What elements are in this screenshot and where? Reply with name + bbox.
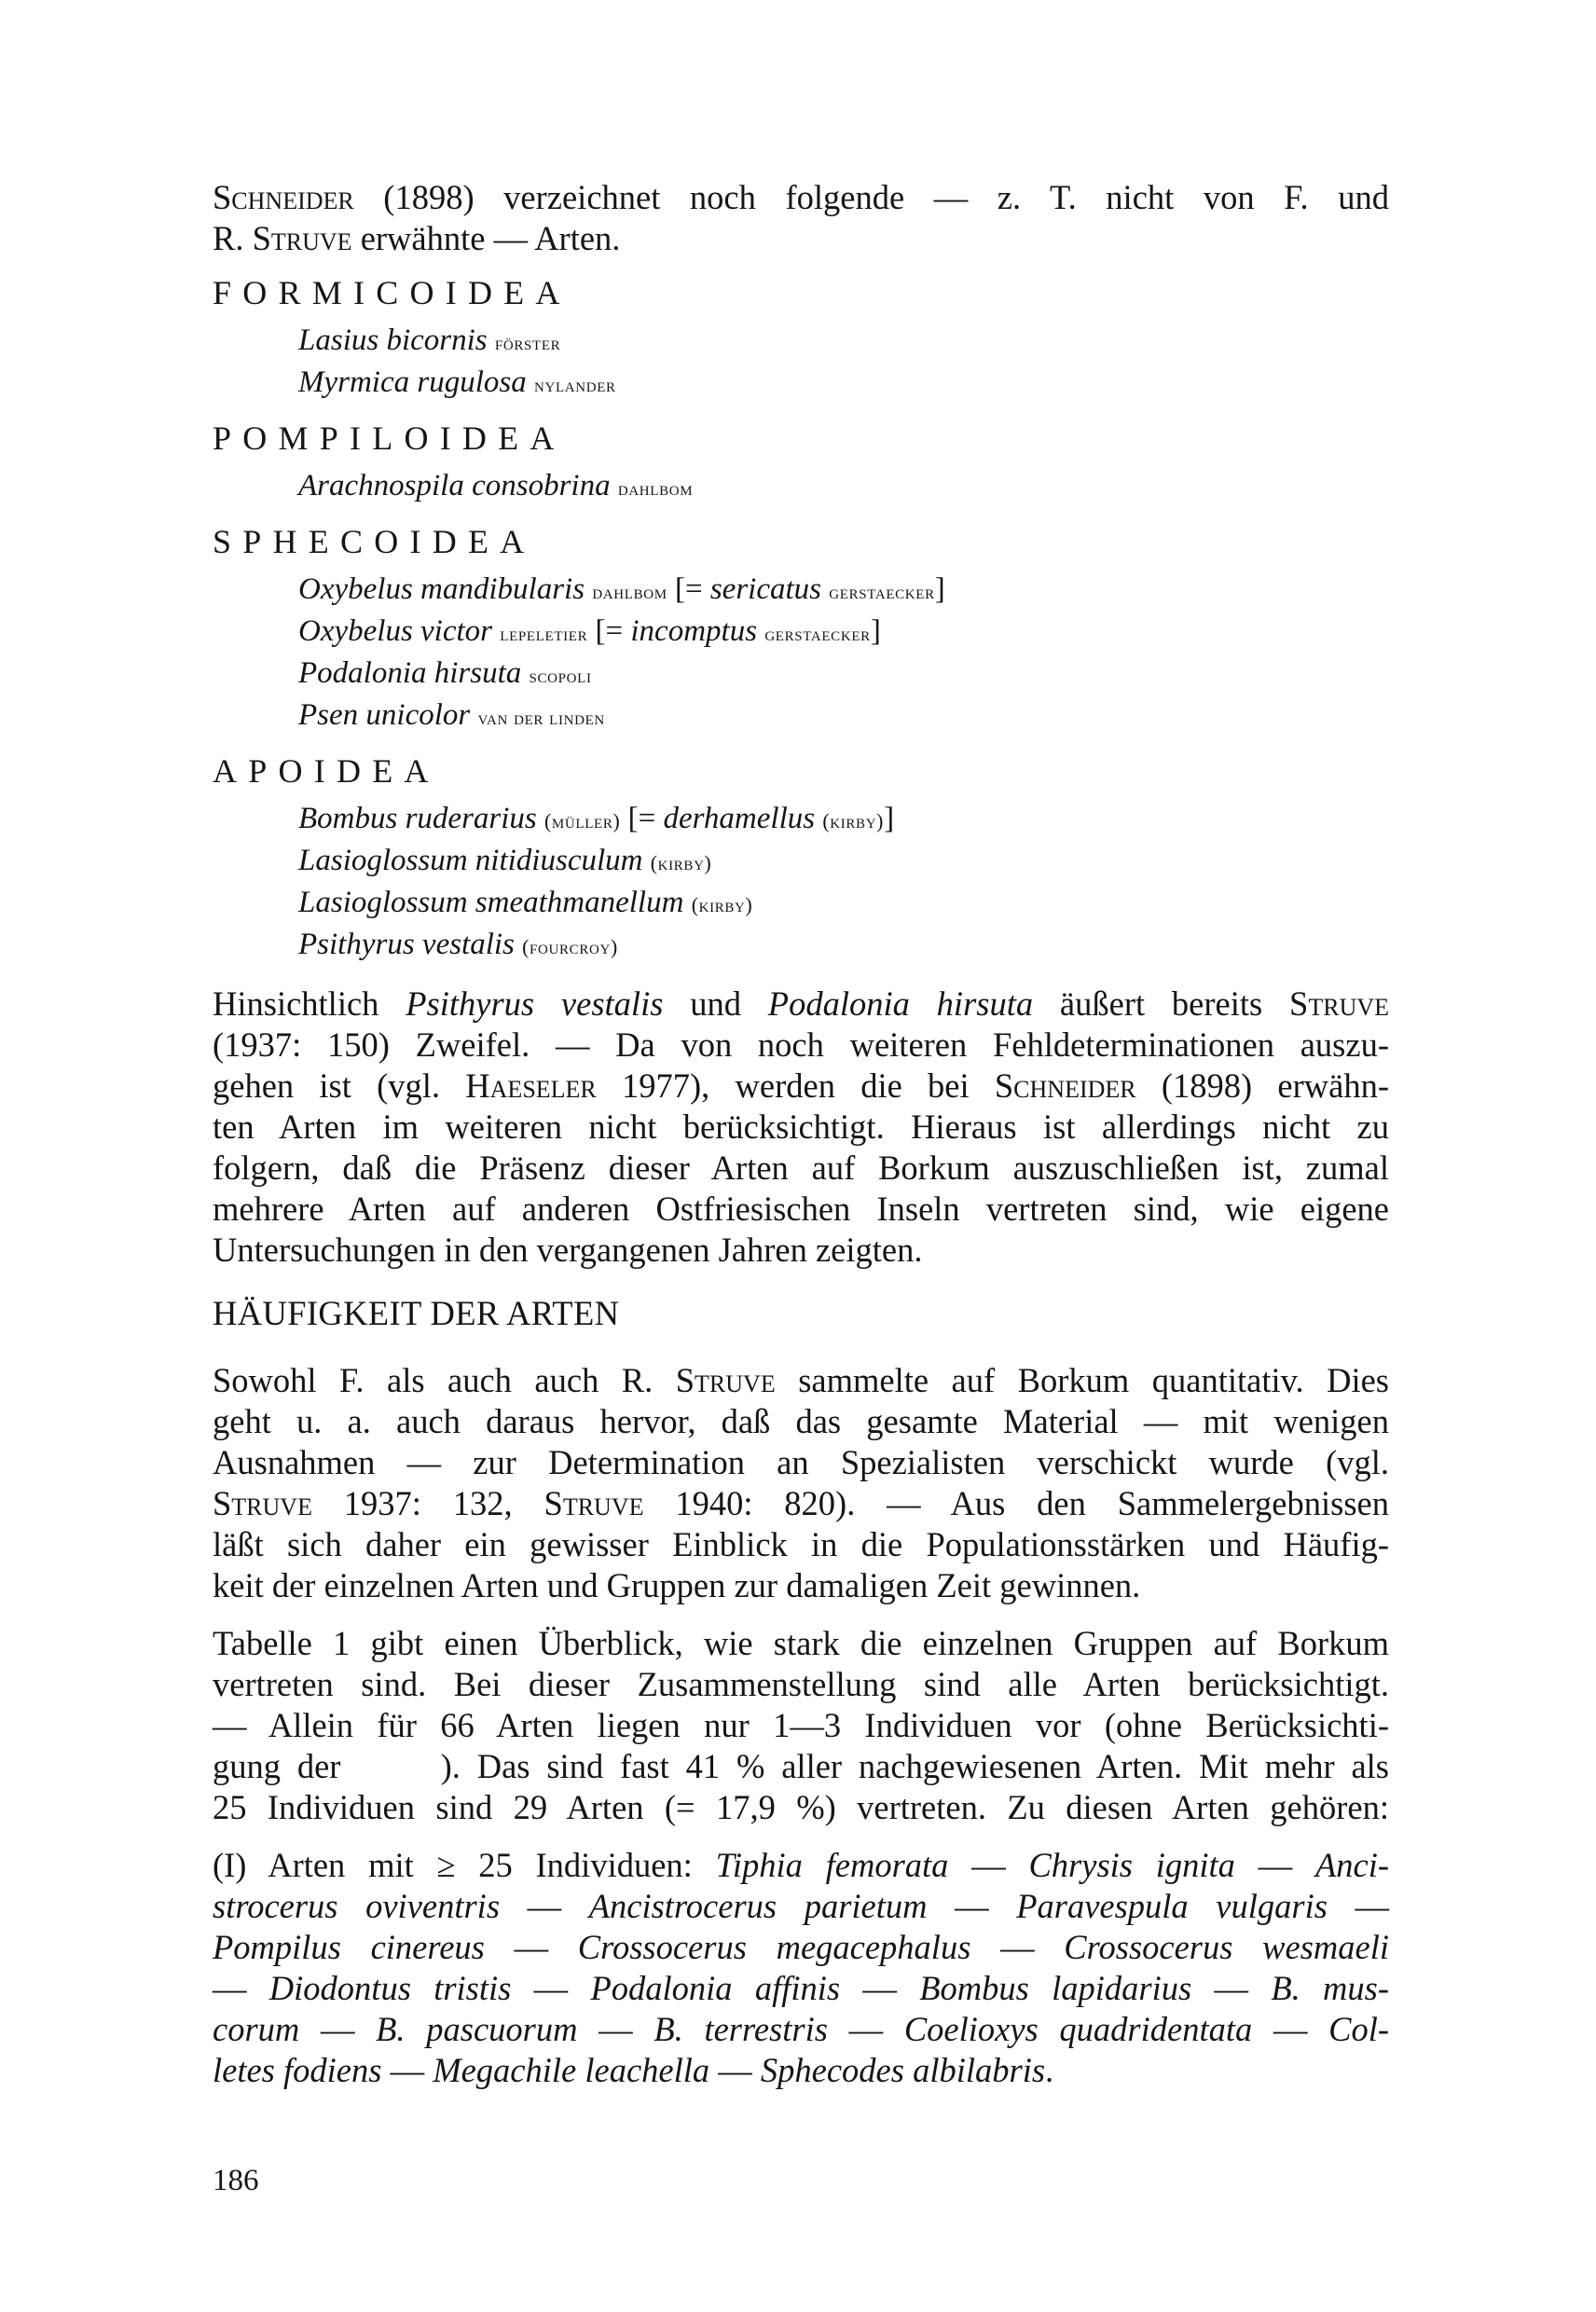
family-heading: APOIDEA <box>213 752 440 790</box>
intro-paragraph: Schneider (1898) verzeichnet noch folgende — z. T. nicht von F. und R. Struve erwähnte — Arten. <box>213 178 1389 257</box>
author-name: Schneider <box>213 178 354 216</box>
author-name: Struve <box>252 219 352 257</box>
species-entry: Psen unicolor van der linden <box>298 698 605 732</box>
page-number: 186 <box>213 2164 259 2197</box>
species-entry: Lasioglossum nitidiusculum (kirby) <box>298 844 712 877</box>
species-entry: Oxybelus mandibularis dahlbom [= sericatus gerstaecker] <box>298 572 945 606</box>
family-heading: SPHECOIDEA <box>213 523 536 560</box>
body-paragraph: Sowohl F. als auch auch R. Struve sammelte auf Borkum quantitativ. Dies geht u. a. auch daraus hervor, daß das gesamte Material — mit wenigen Ausnahmen — zur Determination an Spezialisten verschickt wurde (vgl. Struve 1937: 132, Struve 1940: 820). — Aus den Sammelergebnissen läßt sich daher ein gewisser Einblick in die Populationsstärken und Häufig- keit der einzelnen Arten und Gruppen zur damaligen Zeit gewinnen. <box>213 1361 1389 1604</box>
body-paragraph: Hinsichtlich Psithyrus vestalis und Podalonia hirsuta äußert bereits Struve (1937: 150) Zweifel. — Da von noch weiteren Fehldeterminationen auszu- gehen ist (vgl. Haeseler 1977), werden die bei Schneider (1898) erwähn- ten Arten im weiteren nicht berücksichtigt. Hieraus ist allerdings nicht zu folgern, daß die Präsenz dieser Arten auf Borkum auszuschließen ist, zumal mehrere Arten auf anderen Ostfriesischen Inseln vertreten sind, wie eigene Untersuchungen in den vergangenen Jahren zeigten. <box>213 984 1390 1269</box>
species-entry: Oxybelus victor lepeletier [= incomptus gerstaecker] <box>298 614 881 648</box>
section-heading: HÄUFIGKEIT DER ARTEN <box>213 1294 620 1332</box>
species-entry: Psithyrus vestalis (fourcroy) <box>298 928 618 961</box>
family-heading: POMPILOIDEA <box>213 420 566 457</box>
document-page <box>213 177 1389 2198</box>
species-entry: Myrmica rugulosa nylander <box>298 365 616 399</box>
body-paragraph: Tabelle 1 gibt einen Überblick, wie stark die einzelnen Gruppen auf Borkum vertreten sind. Bei dieser Zusammenstellung sind alle Arten berücksichtigt. — Allein für 66 Arten liegen nur 1—3 Individuen vor (ohne Berücksichti- gung der ). Das sind fast 41 % aller nachgewiesenen Arten. Mit mehr als 25 Individuen sind 29 Arten (= 17,9 %) vertreten. Zu diesen Arten gehören: <box>213 1624 1389 1826</box>
species-list-paragraph: (I) Arten mit ≥ 25 Individuen: Tiphia femorata — Chrysis ignita — Anci- strocerus oviventris — Ancistrocerus parietum — Paravespula vulgaris — Pompilus cinereus — Crossocerus megacephalus — Crossocerus wesmaeli — Diodontus tristis — Podalonia affinis — Bombus lapidarius — B. mus- corum — B. pascuorum — B. terrestris — Coelioxys quadridentata — Col- letes fodiens — Megachile leachella — Sphecodes albilabris. <box>213 1846 1390 2089</box>
species-entry: Lasius bicornis förster <box>298 323 561 357</box>
species-entry: Podalonia hirsuta scopoli <box>298 656 592 690</box>
family-heading: FORMICOIDEA <box>213 274 571 311</box>
species-entry: Bombus ruderarius (müller) [= derhamellus (kirby)] <box>298 802 895 835</box>
species-entry: Arachnospila consobrina dahlbom <box>298 469 694 502</box>
species-entry: Lasioglossum smeathmanellum (kirby) <box>298 886 753 919</box>
